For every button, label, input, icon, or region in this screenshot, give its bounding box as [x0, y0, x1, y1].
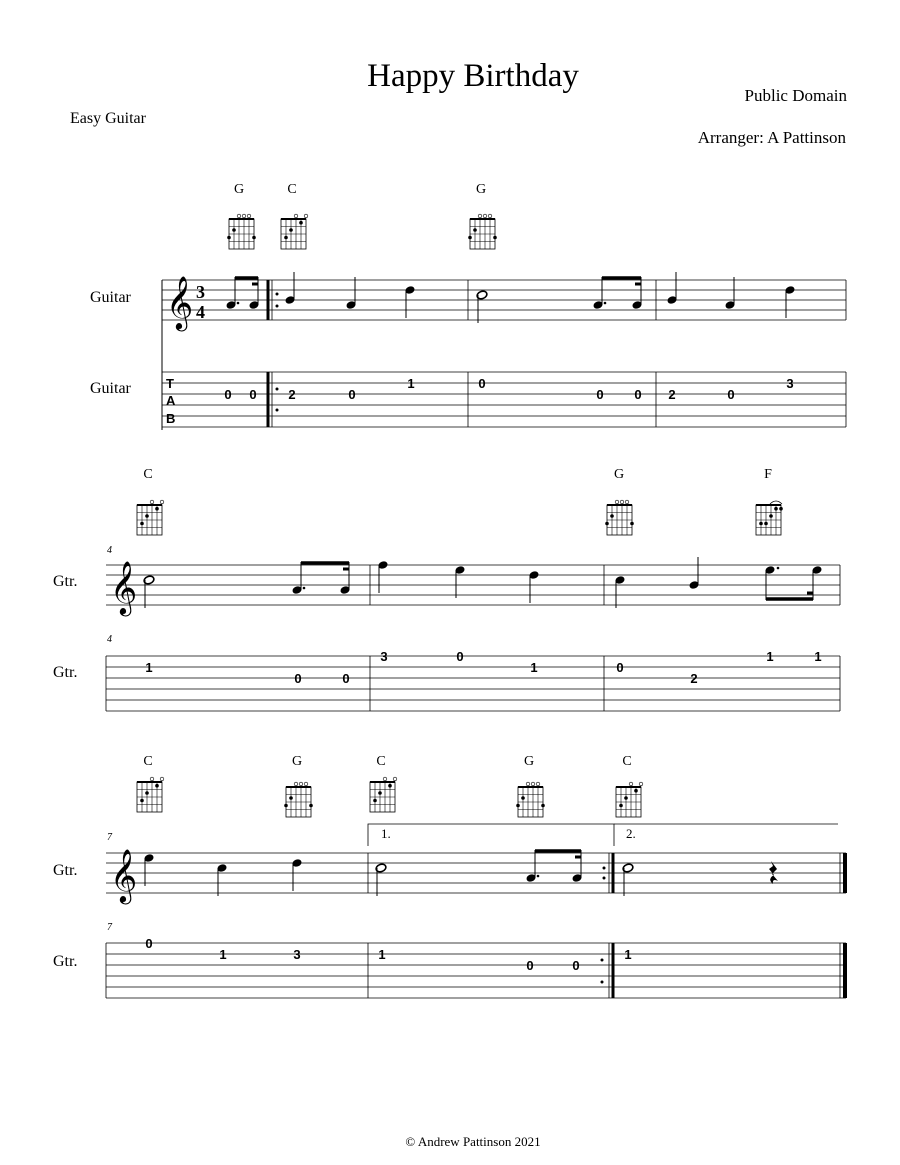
chord-diagram-f	[756, 501, 783, 535]
volta-2-label: 2.	[626, 826, 636, 841]
tab-fret: 0	[342, 671, 350, 686]
tab-fret: 2	[288, 387, 296, 402]
tab-fret: 2	[690, 671, 698, 686]
time-signature-bottom: 4	[196, 302, 205, 322]
song-title: Happy Birthday	[367, 58, 579, 94]
tab-fret: 0	[596, 387, 604, 402]
tab-fret: 0	[616, 660, 624, 675]
chord-name: G	[613, 467, 625, 482]
tab-label: Gtr.	[53, 664, 78, 681]
measure-number: 7	[107, 922, 112, 933]
copyright-footer: © Andrew Pattinson 2021	[405, 1134, 541, 1149]
tab-fret: 1	[407, 376, 415, 391]
chord-diagram-g	[516, 782, 545, 817]
tab-clef-b: B	[166, 411, 176, 426]
tab-staff	[162, 372, 846, 427]
staff-label: Gtr.	[53, 862, 78, 879]
instrument-subtitle: Easy Guitar	[70, 110, 146, 127]
chord-diagram-g	[284, 782, 313, 817]
system-3	[53, 754, 846, 998]
chord-diagram-g	[468, 214, 497, 249]
tab-fret: 0	[478, 376, 486, 391]
tab-label: Gtr.	[53, 953, 78, 970]
chord-name: G	[523, 754, 535, 769]
chord-name: G	[291, 754, 303, 769]
composer-credit: Public Domain	[744, 86, 847, 105]
system-1	[90, 182, 846, 430]
tab-fret: 3	[380, 649, 388, 664]
chord-diagram-c	[616, 782, 643, 817]
tab-fret: 0	[456, 649, 464, 664]
treble-clef-icon: 𝄞	[166, 277, 194, 328]
tab-fret: 1	[624, 947, 632, 962]
staff-label: Gtr.	[53, 573, 78, 590]
chord-name: C	[287, 182, 297, 197]
tab-fret: 0	[526, 958, 534, 973]
tab-fret: 0	[634, 387, 642, 402]
treble-clef-icon: 𝄞	[110, 850, 138, 901]
chord-name: C	[376, 754, 386, 769]
tab-fret: 1	[530, 660, 538, 675]
quarter-rest-icon	[769, 861, 778, 884]
tab-fret: 1	[219, 947, 227, 962]
chord-diagram-c	[137, 777, 164, 812]
chord-diagram-g	[227, 214, 256, 249]
tab-fret: 0	[348, 387, 356, 402]
volta-1-label: 1.	[381, 826, 391, 841]
measure-number: 4	[107, 634, 112, 645]
tab-clef-a: A	[166, 393, 176, 408]
chord-diagram-g	[605, 500, 634, 535]
measure-number: 4	[107, 545, 112, 556]
measure-number: 7	[107, 832, 112, 843]
system-2	[53, 467, 840, 711]
chord-diagram-c	[370, 777, 397, 812]
tab-fret: 0	[294, 671, 302, 686]
tab-clef-t: T	[166, 376, 174, 391]
tab-fret: 0	[224, 387, 232, 402]
notation-staff	[106, 853, 846, 893]
chord-name: C	[143, 467, 153, 482]
chord-name: C	[143, 754, 153, 769]
tab-fret: 3	[786, 376, 794, 391]
tab-fret: 3	[293, 947, 301, 962]
tab-numbers	[224, 376, 793, 402]
time-signature-top: 3	[196, 282, 205, 302]
notation-staff	[106, 565, 840, 605]
chord-name: G	[475, 182, 487, 197]
treble-clef-icon: 𝄞	[110, 562, 138, 613]
tab-fret: 2	[668, 387, 676, 402]
tab-label: Guitar	[90, 380, 131, 397]
tab-staff	[106, 943, 846, 998]
volta-brackets	[368, 824, 838, 846]
chord-diagram-c	[137, 500, 164, 535]
tab-fret: 0	[572, 958, 580, 973]
chord-name: C	[622, 754, 632, 769]
notation-staff	[162, 280, 846, 430]
chord-name: G	[233, 182, 245, 197]
tab-numbers	[145, 649, 821, 686]
tab-fret: 1	[378, 947, 386, 962]
tab-fret: 0	[145, 936, 153, 951]
chord-name: F	[764, 467, 772, 482]
tab-fret: 1	[814, 649, 822, 664]
tab-staff	[106, 656, 840, 711]
tab-fret: 1	[145, 660, 153, 675]
chord-diagram-c	[281, 214, 308, 249]
tab-fret: 0	[249, 387, 257, 402]
tab-numbers	[145, 936, 631, 973]
tab-fret: 1	[766, 649, 774, 664]
staff-label: Guitar	[90, 289, 131, 306]
arranger-credit: Arranger: A Pattinson	[697, 128, 846, 147]
tab-fret: 0	[727, 387, 735, 402]
